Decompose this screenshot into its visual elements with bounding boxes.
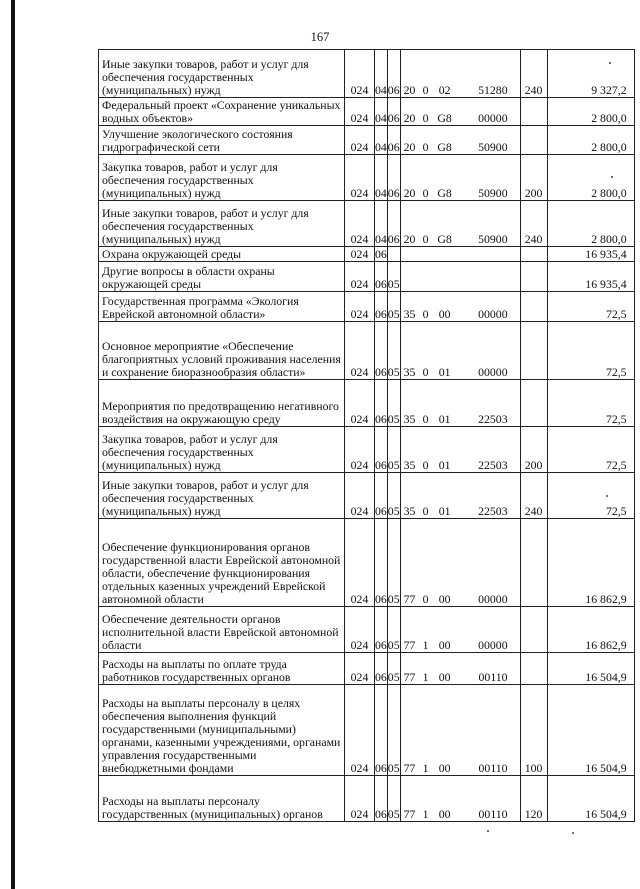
target-direction: 00000 [478, 307, 508, 321]
expense-type-code: 200 [520, 155, 547, 201]
amount: 2 800,0 [547, 126, 634, 155]
ministry-code: 024 [345, 653, 375, 685]
row-name: Государственная программа «Экология Еврейской автономной области» [99, 292, 345, 322]
subsection-code: 05 [387, 262, 400, 292]
section-code: 04 [375, 155, 388, 201]
ministry-code: 024 [345, 201, 375, 247]
row-name: Основное мероприятие «Обеспечение благоприятных условий проживания населения и сохранение биоразнообразия области» [99, 322, 345, 380]
section-code: 06 [375, 380, 388, 427]
amount: 16 935,4 [547, 262, 634, 292]
target-program: 35 [403, 365, 416, 379]
subsection-code: 05 [387, 473, 400, 519]
ministry-code: 024 [345, 322, 375, 380]
amount: 16 862,9 [547, 519, 634, 607]
target-direction: 00000 [478, 638, 508, 652]
amount: 72,5 [547, 322, 634, 380]
ministry-code: 024 [345, 292, 375, 322]
subsection-code: 05 [387, 380, 400, 427]
subsection-code: 06 [387, 50, 400, 98]
target-article-code [400, 126, 520, 155]
target-subprogram: 0 [422, 232, 429, 246]
amount: 16 862,9 [547, 607, 634, 653]
expense-type-code: 120 [520, 776, 547, 822]
target-article-code [400, 322, 520, 380]
scan-speck [487, 830, 489, 832]
target-direction: 00110 [478, 670, 508, 684]
target-article-code [400, 685, 520, 776]
target-program: 35 [403, 307, 416, 321]
amount: 2 800,0 [547, 201, 634, 247]
target-program: 20 [403, 232, 416, 246]
section-code: 06 [375, 653, 388, 685]
target-event: G8 [437, 111, 452, 125]
section-code: 06 [375, 247, 387, 261]
row-name: Закупка товаров, работ и услуг для обеспечения государственных (муниципальных) нужд [99, 155, 345, 201]
subsection-code: 05 [387, 427, 400, 473]
target-article-code [400, 427, 520, 473]
target-program: 77 [403, 807, 416, 821]
target-direction: 51280 [478, 83, 508, 97]
target-article-code [400, 776, 520, 822]
subsection-code: 06 [387, 126, 400, 155]
target-program: 77 [403, 670, 416, 684]
target-subprogram: 0 [422, 111, 429, 125]
target-program: 20 [403, 83, 416, 97]
table-row [99, 427, 635, 473]
target-event: 02 [438, 83, 451, 97]
target-event: 01 [438, 504, 451, 518]
expense-type-code: 240 [520, 473, 547, 519]
target-direction: 00000 [478, 365, 508, 379]
target-event: 01 [438, 412, 451, 426]
ministry-code: 024 [345, 519, 375, 607]
target-article-code [400, 201, 520, 247]
row-name: Мероприятия по предотвращению негативного воздействия на окружающую среду [99, 380, 345, 427]
target-direction: 50900 [478, 140, 508, 154]
ministry-code: 024 [345, 776, 375, 822]
row-name: Охрана окружающей среды [99, 247, 345, 262]
target-event: 00 [438, 638, 451, 652]
row-name: Обеспечение деятельности органов исполнительной власти Еврейской автономной области [99, 607, 345, 653]
section-code: 06 [375, 262, 388, 292]
ministry-code: 024 [345, 247, 375, 262]
target-article-code [400, 653, 520, 685]
scan-speck [609, 62, 611, 64]
ministry-code: 024 [345, 427, 375, 473]
row-name: Иные закупки товаров, работ и услуг для обеспечения государственных (муниципальных) нужд [99, 50, 345, 98]
expense-type-code: 100 [520, 685, 547, 776]
target-event: 00 [438, 807, 451, 821]
subsection-code: 06 [387, 201, 400, 247]
table-row [99, 380, 635, 427]
target-program: 20 [403, 186, 416, 200]
target-article-code [400, 247, 520, 262]
ministry-code: 024 [345, 380, 375, 427]
target-article-code [400, 50, 520, 98]
expense-type-code [520, 262, 547, 292]
expense-type-code [520, 607, 547, 653]
scan-speck [606, 495, 608, 497]
table-row [99, 473, 635, 519]
row-name: Расходы на выплаты персоналу в целях обеспечения выполнения функций государственными (муниципальными) органами, казенными учреждениями, органами управления государственными внебюджетными фондами [99, 685, 345, 776]
scan-border-line [11, 0, 15, 889]
target-direction: 50900 [478, 232, 508, 246]
section-code: 06 [375, 322, 388, 380]
target-subprogram: 0 [422, 140, 429, 154]
row-name: Иные закупки товаров, работ и услуг для обеспечения государственных (муниципальных) нужд [99, 201, 345, 247]
target-article-code [400, 262, 520, 292]
ministry-code: 024 [345, 607, 375, 653]
ministry-code: 024 [345, 262, 375, 292]
expense-type-code [520, 380, 547, 427]
table-row [99, 685, 635, 776]
budget-table [98, 49, 635, 822]
expense-type-code: 200 [520, 427, 547, 473]
expense-type-code: 240 [520, 50, 547, 98]
target-subprogram: 0 [422, 412, 429, 426]
section-code: 06 [375, 519, 388, 607]
subsection-code: 05 [387, 322, 400, 380]
expense-type-code [520, 322, 547, 380]
table-row [99, 653, 635, 685]
target-subprogram: 0 [422, 365, 429, 379]
target-event: 01 [438, 458, 451, 472]
target-program: 20 [403, 140, 416, 154]
target-direction: 00110 [478, 761, 508, 775]
table-row [99, 776, 635, 822]
row-name: Другие вопросы в области охраны окружающей среды [99, 262, 345, 292]
ministry-code: 024 [345, 155, 375, 201]
section-code: 04 [375, 201, 388, 247]
target-direction: 22503 [478, 412, 508, 426]
table-row [99, 155, 635, 201]
subsection-code: 05 [387, 685, 400, 776]
target-direction: 22503 [478, 504, 508, 518]
row-name: Обеспечение функционирования органов государственной власти Еврейской автономной области, обеспечение функционирования отдельных казенных учреждений Еврейской автономной области [99, 519, 345, 607]
target-article-code [400, 380, 520, 427]
expense-type-code [520, 653, 547, 685]
scan-speck [572, 832, 574, 834]
table-row [99, 126, 635, 155]
scan-speck [611, 176, 613, 178]
amount: 16 504,9 [547, 653, 634, 685]
row-name: Закупка товаров, работ и услуг для обеспечения государственных (муниципальных) нужд [99, 427, 345, 473]
subsection-code: 05 [387, 653, 400, 685]
amount: 16 504,9 [547, 776, 634, 822]
target-subprogram: 0 [422, 592, 429, 606]
expense-type-code [520, 98, 547, 126]
table-row [99, 98, 635, 126]
target-event: G8 [437, 140, 452, 154]
ministry-code: 024 [345, 126, 375, 155]
target-direction: 22503 [478, 458, 508, 472]
target-subprogram: 0 [422, 307, 429, 321]
ministry-code: 024 [345, 473, 375, 519]
amount: 9 327,2 [547, 50, 634, 98]
target-article-code [400, 607, 520, 653]
target-program: 77 [403, 761, 416, 775]
table-row [99, 262, 635, 292]
table-row [99, 292, 635, 322]
amount: 2 800,0 [547, 98, 634, 126]
subsection-code: 05 [387, 292, 400, 322]
table-row [99, 247, 635, 262]
table-row [99, 50, 635, 98]
target-program: 35 [403, 412, 416, 426]
target-subprogram: 1 [422, 638, 429, 652]
ministry-code: 024 [345, 685, 375, 776]
target-event: 00 [438, 307, 451, 321]
target-event: G8 [437, 186, 452, 200]
section-code: 04 [375, 98, 388, 126]
section-code: 06 [375, 776, 388, 822]
target-event: 01 [438, 365, 451, 379]
target-article-code [400, 519, 520, 607]
expense-type-code [520, 519, 547, 607]
target-program: 77 [403, 638, 416, 652]
target-article-code [400, 98, 520, 126]
subsection-code: 05 [387, 776, 400, 822]
target-program: 35 [403, 504, 416, 518]
expense-type-code: 240 [520, 201, 547, 247]
section-code: 06 [375, 685, 388, 776]
table-row [99, 519, 635, 607]
amount: 72,5 [547, 292, 634, 322]
target-subprogram: 1 [422, 670, 429, 684]
row-name: Федеральный проект «Сохранение уникальных водных объектов» [99, 98, 345, 126]
expense-type-code [520, 292, 547, 322]
section-code: 04 [375, 126, 388, 155]
subsection-code: 05 [387, 519, 400, 607]
subsection-code: 05 [387, 607, 400, 653]
target-article-code [400, 155, 520, 201]
row-name: Расходы на выплаты по оплате труда работников государственных органов [99, 653, 345, 685]
target-subprogram: 1 [422, 761, 429, 775]
target-subprogram: 1 [422, 807, 429, 821]
subsection-code: 06 [387, 98, 400, 126]
table-row [99, 322, 635, 380]
table-row [99, 607, 635, 653]
amount: 72,5 [547, 380, 634, 427]
amount: 72,5 [547, 473, 634, 519]
page-number: 167 [310, 30, 330, 44]
expense-type-code [520, 126, 547, 155]
target-event: G8 [437, 232, 452, 246]
target-program: 35 [403, 458, 416, 472]
subsection-code [387, 247, 400, 262]
target-program: 77 [403, 592, 416, 606]
row-name: Иные закупки товаров, работ и услуг для обеспечения государственных (муниципальных) нужд [99, 473, 345, 519]
target-subprogram: 0 [422, 186, 429, 200]
target-subprogram: 0 [422, 83, 429, 97]
subsection-code: 06 [387, 155, 400, 201]
target-article-code [400, 473, 520, 519]
section-code: 06 [375, 292, 388, 322]
amount: 2 800,0 [547, 155, 634, 201]
target-article-code [400, 292, 520, 322]
target-event: 00 [438, 670, 451, 684]
row-name: Улучшение экологического состояния гидрографической сети [99, 126, 345, 155]
target-event: 00 [438, 592, 451, 606]
expense-type-code [520, 247, 547, 262]
target-direction: 00110 [478, 807, 508, 821]
section-code: 06 [375, 607, 388, 653]
table-row [99, 201, 635, 247]
target-direction: 00000 [478, 111, 508, 125]
target-subprogram: 0 [422, 504, 429, 518]
target-subprogram: 0 [422, 458, 429, 472]
ministry-code: 024 [345, 50, 375, 98]
budget-table-body [99, 50, 635, 822]
target-direction: 50900 [478, 186, 508, 200]
ministry-code: 024 [345, 98, 375, 126]
amount: 16 504,9 [547, 685, 634, 776]
target-direction: 00000 [478, 592, 508, 606]
section-code: 06 [375, 427, 388, 473]
target-program: 20 [403, 111, 416, 125]
row-name: Расходы на выплаты персоналу государственных (муниципальных) органов [99, 776, 345, 822]
amount: 72,5 [547, 427, 634, 473]
amount: 16 935,4 [547, 247, 634, 262]
section-code: 04 [375, 50, 388, 98]
section-code: 06 [375, 473, 388, 519]
target-event: 00 [438, 761, 451, 775]
